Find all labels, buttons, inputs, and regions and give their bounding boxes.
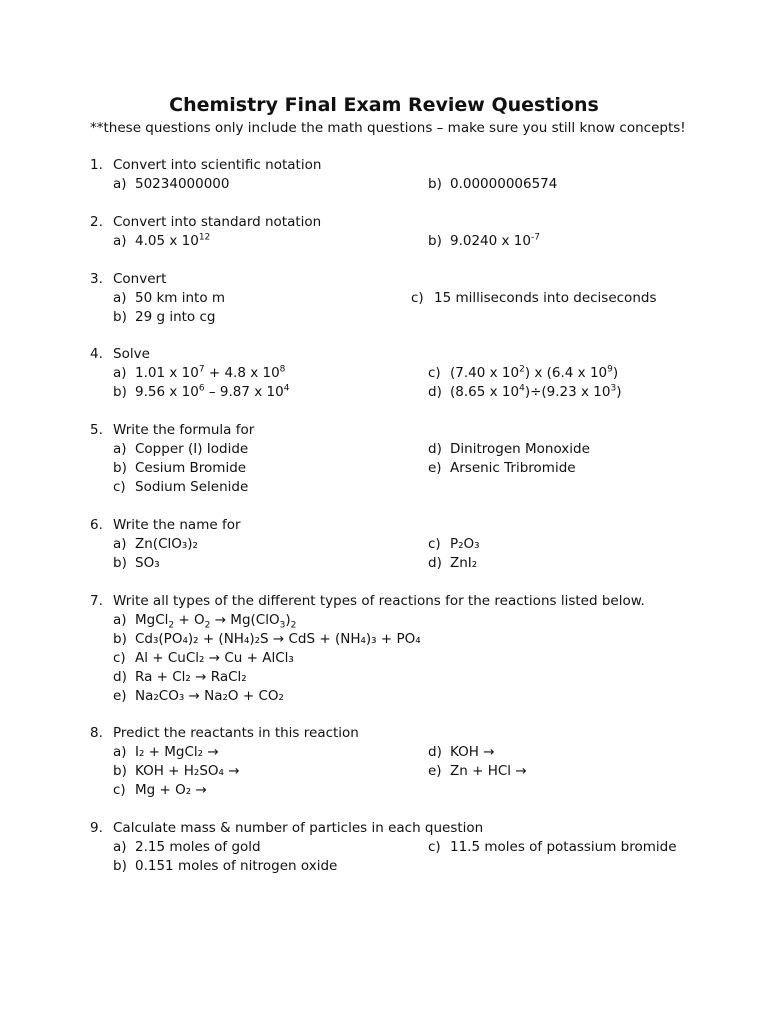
arrow-icon: → bbox=[207, 744, 219, 760]
question-number: 6. bbox=[90, 517, 103, 533]
reaction-b: KOH + H₂SO₄ → bbox=[135, 763, 240, 779]
item-label: b) bbox=[113, 631, 127, 647]
arrow-icon: → bbox=[515, 763, 527, 779]
item-label: d) bbox=[428, 441, 442, 457]
reaction-e: Na₂CO₃ → Na₂O + CO₂ bbox=[135, 688, 284, 704]
item-c: Sodium Selenide bbox=[135, 479, 249, 495]
item-label: d) bbox=[113, 669, 127, 685]
item-label: c) bbox=[411, 290, 424, 306]
item-b: 29 g into cg bbox=[135, 309, 216, 325]
item-label: b) bbox=[113, 555, 127, 571]
item-a: 50234000000 bbox=[135, 176, 230, 192]
reaction-d: Ra + Cl₂ → RaCl₂ bbox=[135, 669, 247, 685]
item-label: a) bbox=[113, 441, 127, 457]
question-number: 3. bbox=[90, 271, 103, 287]
item-a: 4.05 x $10^{12}$ bbox=[135, 232, 211, 249]
item-b: 9.56 x $10^6 - 9.87$ x $10^4$ bbox=[135, 383, 290, 400]
item-d: Dinitrogen Monoxide bbox=[450, 441, 590, 457]
item-label: e) bbox=[113, 688, 127, 704]
item-label: a) bbox=[113, 233, 127, 249]
item-label: a) bbox=[113, 176, 127, 192]
reaction-b: Cd₃(PO₄)₂ + (NH₄)₂S → CdS + (NH₄)₃ + PO₄ bbox=[135, 631, 421, 647]
item-label: c) bbox=[428, 365, 441, 381]
question-number: 2. bbox=[90, 214, 103, 230]
question-text: Write the name for bbox=[113, 517, 241, 533]
question-2 bbox=[90, 213, 710, 251]
question-text: Write the formula for bbox=[113, 422, 255, 438]
reaction-c: Al + CuCl₂ → Cu + AlCl₃ bbox=[135, 650, 294, 666]
subtitle-note: **these questions only include the math questions – make sure you still know concepts! bbox=[90, 120, 686, 136]
item-label: b) bbox=[428, 233, 442, 249]
item-label: b) bbox=[113, 309, 127, 325]
item-label: d) bbox=[428, 384, 442, 400]
arrow-icon: → bbox=[188, 688, 200, 704]
question-number: 1. bbox=[90, 157, 103, 173]
question-8 bbox=[90, 724, 710, 800]
reaction-a: MgCl$_2$ + $O_2 \to Mg(ClO_3)_2$ bbox=[135, 612, 297, 631]
item-d: ZnI₂ bbox=[450, 555, 478, 571]
item-label: a) bbox=[113, 744, 127, 760]
question-text: Convert bbox=[113, 271, 167, 287]
arrow-icon: → bbox=[195, 669, 207, 685]
reaction-c: Mg + O₂ → bbox=[135, 782, 207, 798]
item-label: c) bbox=[113, 782, 126, 798]
item-label: b) bbox=[428, 176, 442, 192]
item-b: 9.0240 x $10^{-7}$ bbox=[450, 232, 540, 249]
item-c: 15 milliseconds into deciseconds bbox=[434, 290, 657, 306]
question-number: 9. bbox=[90, 820, 103, 836]
item-c: 11.5 moles of potassium bromide bbox=[450, 839, 677, 855]
item-a: 1.01 x $10^7 + 4.8$ x $10^8$ bbox=[135, 364, 286, 381]
item-e: Arsenic Tribromide bbox=[450, 460, 576, 476]
question-3 bbox=[90, 270, 710, 327]
question-1 bbox=[90, 156, 710, 194]
item-label: b) bbox=[113, 460, 127, 476]
item-label: c) bbox=[428, 536, 441, 552]
item-a: 2.15 moles of gold bbox=[135, 839, 261, 855]
question-9 bbox=[90, 819, 710, 876]
item-b: Cesium Bromide bbox=[135, 460, 247, 476]
arrow-icon: → bbox=[208, 650, 221, 666]
reaction-d: KOH → bbox=[450, 744, 495, 760]
reaction-e: Zn + HCl → bbox=[450, 763, 527, 779]
question-number: 4. bbox=[90, 346, 103, 362]
item-label: c) bbox=[113, 479, 126, 495]
item-label: b) bbox=[113, 763, 127, 779]
item-label: e) bbox=[428, 460, 442, 476]
question-7 bbox=[90, 592, 710, 706]
item-c: (7.40 x $10^2$) x (6.4 x $10^9$) bbox=[450, 364, 619, 381]
item-b: 0.151 moles of nitrogen oxide bbox=[135, 858, 338, 874]
item-label: a) bbox=[113, 839, 127, 855]
question-text: Convert into scientific notation bbox=[113, 157, 322, 173]
question-number: 7. bbox=[90, 593, 103, 609]
item-label: e) bbox=[428, 763, 442, 779]
item-label: b) bbox=[113, 384, 127, 400]
item-b: SO₃ bbox=[135, 555, 160, 571]
item-label: b) bbox=[113, 858, 127, 874]
question-text: Calculate mass & number of particles in each question bbox=[113, 820, 484, 836]
item-label: c) bbox=[428, 839, 441, 855]
question-number: 5. bbox=[90, 422, 103, 438]
question-text: Write all types of the different types of reactions for the reactions listed below. bbox=[113, 593, 645, 609]
item-label: d) bbox=[428, 555, 442, 571]
question-number: 8. bbox=[90, 725, 103, 741]
page-title: Chemistry Final Exam Review Questions bbox=[169, 94, 599, 116]
item-a: Zn(ClO₃)₂ bbox=[135, 536, 198, 552]
item-c: P₂O₃ bbox=[450, 536, 480, 552]
question-4 bbox=[90, 345, 710, 402]
arrow-icon: → bbox=[228, 763, 240, 779]
item-a: 50 km into m bbox=[135, 290, 226, 306]
question-5 bbox=[90, 421, 710, 497]
arrow-icon: → bbox=[195, 782, 207, 798]
item-label: a) bbox=[113, 365, 127, 381]
arrow-icon: → bbox=[272, 631, 285, 647]
item-label: a) bbox=[113, 612, 127, 628]
item-label: d) bbox=[428, 744, 442, 760]
item-label: a) bbox=[113, 536, 127, 552]
item-a: Copper (I) Iodide bbox=[135, 441, 249, 457]
question-text: Convert into standard notation bbox=[113, 214, 322, 230]
arrow-icon: → bbox=[483, 744, 495, 760]
item-label: c) bbox=[113, 650, 126, 666]
arrow-icon: → bbox=[214, 612, 227, 628]
question-text: Solve bbox=[113, 346, 150, 362]
item-d: (8.65 x $10^4)\div(9.23$ x $10^3$) bbox=[450, 383, 622, 400]
question-6 bbox=[90, 516, 710, 573]
reaction-a: I₂ + MgCl₂ → bbox=[135, 744, 219, 760]
item-b: 0.00000006574 bbox=[450, 176, 558, 192]
item-label: a) bbox=[113, 290, 127, 306]
question-text: Predict the reactants in this reaction bbox=[113, 725, 359, 741]
